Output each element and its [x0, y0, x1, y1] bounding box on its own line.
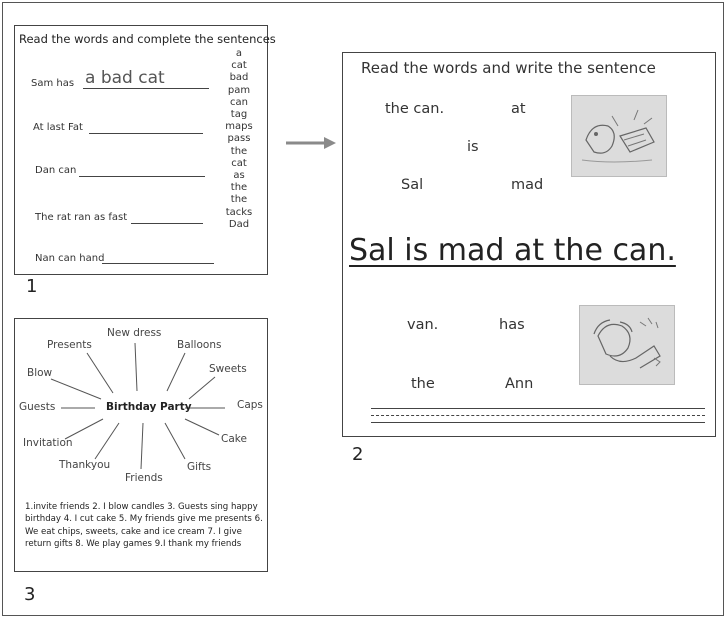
worksheet-1-title: Read the words and complete the sentences — [19, 32, 276, 46]
word-card: has — [499, 317, 525, 333]
word-bank-item: bad — [229, 72, 249, 84]
mind-map-label: Guests — [19, 401, 56, 413]
illustration-ann-and-van — [579, 305, 675, 385]
mind-map-label: Cake — [221, 433, 247, 445]
sentence-1-answer: a bad cat — [85, 68, 165, 88]
mind-map-label: Invitation — [23, 437, 73, 449]
illustration-sal-and-can — [571, 95, 667, 177]
mind-map-label: Gifts — [187, 461, 212, 473]
word-card: the — [411, 376, 435, 392]
mind-map-label: Blow — [27, 367, 53, 379]
mind-map-label: Sweets — [209, 363, 247, 375]
word-card: van. — [407, 317, 439, 333]
word-card: mad — [511, 177, 544, 193]
arrow-right-icon — [286, 134, 338, 152]
mind-map-label: Caps — [237, 399, 263, 411]
sentence-5-prefix: Nan can hand — [35, 253, 105, 264]
mind-map-birthday-party — [14, 318, 268, 572]
writing-line-top — [371, 408, 705, 409]
answer-line-1 — [83, 88, 209, 89]
answer-line-3 — [79, 176, 205, 177]
word-bank-item: the — [230, 145, 248, 157]
word-bank-item: a — [235, 48, 243, 59]
panel-number-1: 1 — [26, 276, 38, 297]
word-card: Ann — [505, 376, 534, 392]
word-bank-item: cat — [231, 60, 247, 72]
worksheet-2-title: Read the words and write the sentence — [361, 59, 656, 77]
sketch-icon — [572, 96, 666, 176]
word-bank-item: tag — [230, 109, 248, 121]
writing-line-middle — [371, 415, 705, 416]
word-bank-item: pam — [227, 84, 251, 96]
word-bank-item: as — [233, 170, 245, 182]
word-bank-item: can — [230, 96, 248, 108]
mind-map-center: Birthday Party — [106, 401, 192, 413]
birthday-steps-text: 1.invite friends 2. I blow candles 3. Guests sing happy birthday 4. I cut cake 5. My friends give me presents 6. We eat chips, sweets, cake and ice cream 7. I give return gifts 8. We play games 9.I thank my friends — [25, 502, 263, 550]
writing-line-bottom — [371, 422, 705, 423]
mind-map-label: Balloons — [177, 339, 222, 351]
mind-map-label: New dress — [107, 327, 162, 339]
word-bank-item: pass — [227, 133, 251, 145]
word-bank-item: tacks — [225, 206, 253, 218]
word-card: at — [511, 101, 526, 117]
word-bank-item: maps — [225, 121, 253, 133]
sentence-3-prefix: Dan can — [35, 165, 77, 176]
panel-number-2: 2 — [352, 444, 364, 465]
sentence-2-prefix: At last Fat — [33, 122, 83, 133]
word-bank-item: cat — [231, 157, 247, 169]
answer-line-5 — [102, 263, 214, 264]
mind-map-label: Presents — [47, 339, 92, 351]
panel-number-3: 3 — [24, 584, 36, 605]
sketch-icon — [580, 306, 674, 384]
mind-map-label: Thankyou — [59, 459, 111, 471]
word-bank — [219, 48, 259, 231]
answer-line-4 — [131, 223, 203, 224]
word-card: is — [467, 139, 479, 155]
worksheet-write-sentence — [342, 52, 716, 437]
word-bank-item: Dad — [228, 218, 250, 230]
word-card: the can. — [385, 101, 445, 117]
example-sentence: Sal is mad at the can. — [349, 233, 676, 268]
word-bank-item: the — [230, 194, 248, 206]
sentence-1-prefix: Sam has — [31, 78, 75, 89]
mind-map-label: Friends — [125, 472, 163, 484]
sentence-4-prefix: The rat ran as fast — [35, 212, 128, 223]
answer-line-2 — [89, 133, 203, 134]
word-card: Sal — [401, 177, 424, 193]
worksheet-complete-sentences — [14, 25, 276, 275]
word-bank-item: the — [230, 182, 248, 194]
